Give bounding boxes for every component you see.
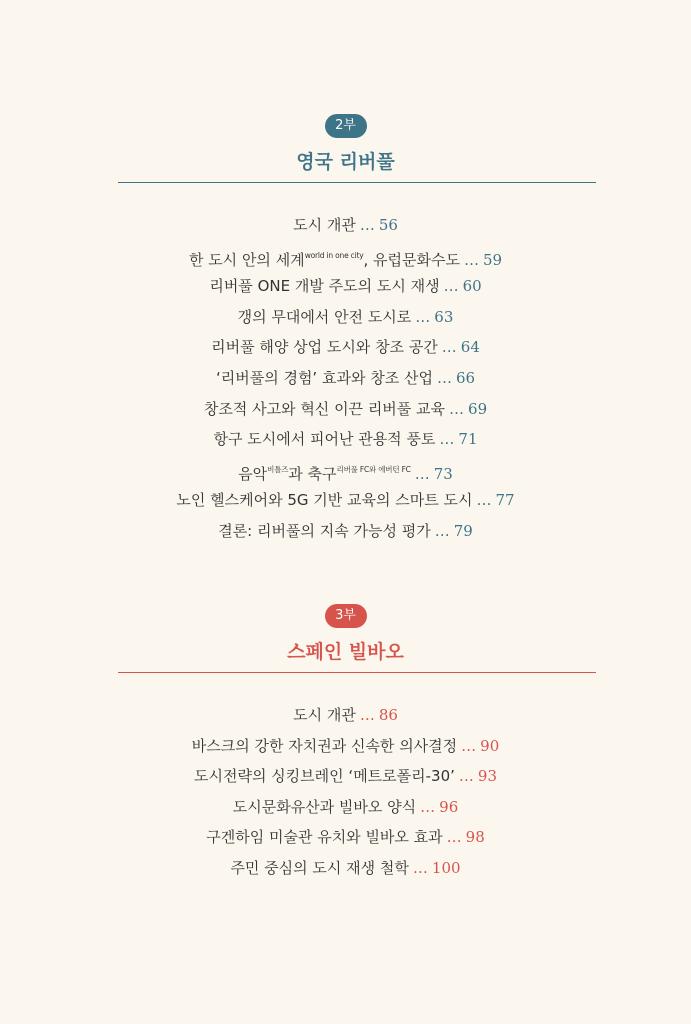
toc-leader: … <box>359 216 375 234</box>
toc-leader: … <box>436 368 452 387</box>
toc-entry <box>0 516 691 547</box>
toc-entry-superscript: 비틀즈 <box>267 464 289 474</box>
toc-page-number: 100 <box>431 858 461 877</box>
toc-entry-title: ‘리버풀의 경험’ 효과와 창조 산업 <box>215 368 433 387</box>
part-divider <box>118 672 596 673</box>
part-divider <box>118 182 596 183</box>
toc-list <box>0 210 691 547</box>
toc-leader: … <box>434 521 450 540</box>
toc-leader: … <box>476 491 492 510</box>
toc-entry-title: 갱의 무대에서 안전 도시로 <box>237 307 412 326</box>
toc-leader: … <box>458 767 474 786</box>
toc-entry-title: 바스크의 강한 자치권과 신속한 의사결정 <box>191 736 458 755</box>
part-badge: 3부 <box>325 604 367 628</box>
toc-leader: … <box>449 399 465 418</box>
toc-page-number: 77 <box>495 491 515 510</box>
toc-page-number: 73 <box>433 464 453 483</box>
toc-page-number: 60 <box>462 277 482 296</box>
toc-entry <box>0 394 691 425</box>
part-badge-wrap <box>0 114 691 140</box>
toc-page-number: 63 <box>434 307 454 326</box>
toc-entry-title: 주민 중심의 도시 재생 철학 <box>230 858 409 877</box>
part-title: 영국 리버풀 <box>296 151 395 173</box>
toc-entry-title: 항구 도시에서 피어난 관용적 풍토 <box>213 430 436 449</box>
toc-page-number: 90 <box>480 736 500 755</box>
toc-leader: … <box>443 277 459 296</box>
toc-page-number: 66 <box>455 368 476 387</box>
toc-leader: … <box>446 828 462 847</box>
toc-entry-title: 창조적 사고와 혁신 이끈 리버풀 교육 <box>203 399 446 418</box>
toc-leader: … <box>412 858 428 877</box>
toc-entry-title: 한 도시 안의 세계 <box>188 250 305 269</box>
toc-entry <box>0 792 691 823</box>
toc-entry <box>0 271 691 302</box>
toc-entry-superscript: 리버풀 FC와 에버턴 FC <box>336 464 411 474</box>
toc-entry <box>0 822 691 853</box>
toc-entry-title: 리버풀 ONE 개발 주도의 도시 재생 <box>209 277 440 296</box>
toc-page-number: 69 <box>468 399 488 418</box>
toc-entry-title: 리버풀 해양 상업 도시와 창조 공간 <box>211 338 438 357</box>
toc-entry <box>0 853 691 884</box>
toc-page-number: 71 <box>458 430 478 449</box>
toc-entry <box>0 700 691 731</box>
part-2-section <box>0 114 691 547</box>
toc-entry-title: 도시문화유산과 빌바오 양식 <box>232 797 417 816</box>
toc-page-number: 96 <box>439 797 459 816</box>
toc-entry <box>0 210 691 241</box>
part-title: 스페인 빌바오 <box>287 641 404 663</box>
toc-entry-title: 구겐하임 미술관 유치와 빌바오 효과 <box>206 828 443 847</box>
part-badge-wrap <box>0 604 691 630</box>
toc-page-number: 59 <box>482 250 503 269</box>
toc-leader: … <box>414 464 430 483</box>
toc-list <box>0 700 691 884</box>
toc-entry <box>0 241 691 272</box>
toc-entry <box>0 485 691 516</box>
toc-entry-title: 도시 개관 <box>293 216 356 234</box>
toc-leader: … <box>439 430 455 449</box>
toc-page-number: 64 <box>460 338 480 357</box>
toc-leader: … <box>463 250 479 269</box>
toc-entry-title-continued: 과 축구 <box>288 464 337 483</box>
toc-entry-title: 음악 <box>238 464 268 483</box>
toc-entry-title: 도시전략의 싱킹브레인 ‘메트로폴리-30’ <box>193 767 455 786</box>
toc-entry-title: 결론: 리버풀의 지속 가능성 평가 <box>218 521 431 540</box>
toc-entry <box>0 731 691 762</box>
toc-page-number: 93 <box>477 767 498 786</box>
toc-entry <box>0 424 691 455</box>
toc-page-number: 56 <box>378 216 398 234</box>
toc-entry <box>0 302 691 333</box>
part-badge: 2부 <box>325 114 367 138</box>
toc-entry-title: 노인 헬스케어와 5G 기반 교육의 스마트 도시 <box>176 491 473 510</box>
toc-entry-superscript: world in one city <box>304 250 364 260</box>
toc-leader: … <box>415 307 431 326</box>
toc-page-number: 98 <box>465 828 485 847</box>
toc-entry-title-continued: , 유럽문화수도 <box>363 250 460 269</box>
toc-leader: … <box>359 706 375 724</box>
part-3-section <box>0 604 691 884</box>
toc-entry-title: 도시 개관 <box>293 706 356 724</box>
toc-entry <box>0 332 691 363</box>
toc-entry <box>0 761 691 792</box>
toc-leader: … <box>441 338 457 357</box>
toc-leader: … <box>461 736 477 755</box>
toc-page-number: 86 <box>378 706 398 724</box>
toc-entry <box>0 363 691 394</box>
toc-page-number: 79 <box>453 521 473 540</box>
toc-leader: … <box>420 797 436 816</box>
toc-entry <box>0 455 691 486</box>
